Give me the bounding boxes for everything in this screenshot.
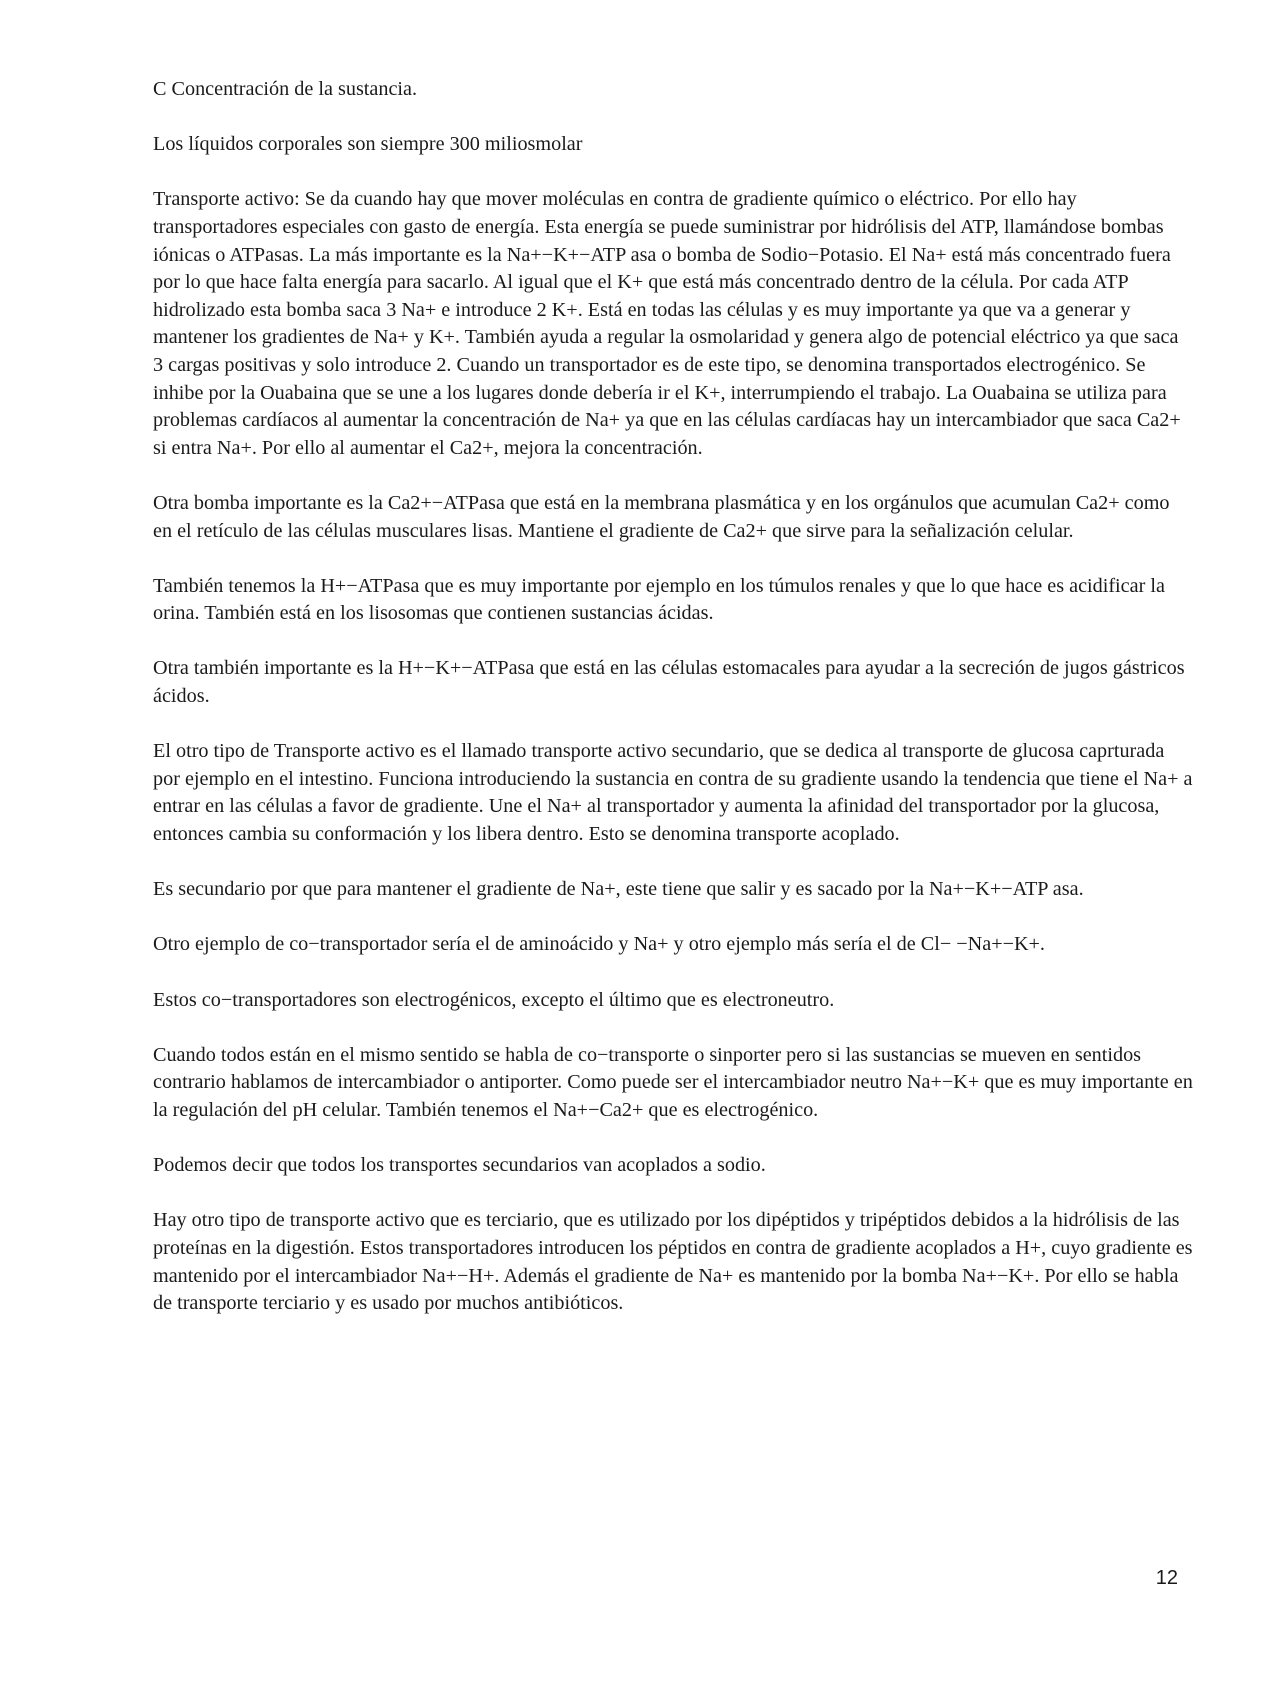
paragraph-secondary-active-transport: El otro tipo de Transporte activo es el llamado transporte activo secundario, que se dedica al transporte de glucosa caprturada por ejemplo en el intestino. Funciona introduciendo la sustancia en contra de su gradiente usando la tendencia que tiene el Na+ a entrar en las células a favor de gradiente. Une el Na+ al transportador y aumenta la afinidad del transportador por la glucosa, entonces cambia su conformación y los libera dentro. Esto se denomina transporte acoplado. — [153, 740, 1193, 846]
paragraph-concentration-heading: C Concentración de la sustancia. — [153, 78, 418, 100]
paragraph-electrogenic: Estos co−transportadores son electrogénicos, excepto el último que es electroneutro. — [153, 988, 835, 1011]
paragraph-secondary-reason: Es secundario por que para mantener el gradiente de Na+, este tiene que salir y es sacado por la Na+−K+−ATP asa. — [153, 878, 1084, 901]
page-number: 12 — [1155, 1567, 1178, 1589]
paragraph-tertiary-transport: Hay otro tipo de transporte activo que es terciario, que es utilizado por los dipéptidos y tripéptidos debidos a la hidrólisis de las proteínas en la digestión. Estos transportadores introducen los péptidos en contra de gradiente acoplados a H+, cuyo gradiente es mantenido por el intercambiador Na+−H+. Además el gradiente de Na+ es mantenido por la bomba Na+−K+. Por ello se habla de transporte terciario y es usado por muchos antibióticos. — [153, 1209, 1193, 1315]
paragraph-sodium-coupled: Podemos decir que todos los transportes secundarios van acoplados a sodio. — [153, 1154, 766, 1177]
paragraph-cotransporter-examples: Otro ejemplo de co−transportador sería el de aminoácido y Na+ y otro ejemplo más sería el de Cl− −Na+−K+. — [153, 933, 1045, 956]
paragraph-symport-antiport: Cuando todos están en el mismo sentido se habla de co−transporte o sinporter pero si las sustancias se mueven en sentidos contrario hablamos de intercambiador o antiporter. Como puede ser el intercambiador neutro Na+−K+ que es muy importante en la regulación del pH celular. También tenemos el Na+−Ca2+ que es electrogénico. — [153, 1043, 1193, 1121]
paragraph-body-fluids: Los líquidos corporales son siempre 300 miliosmolar — [153, 133, 583, 156]
paragraph-proton-atpase: También tenemos la H+−ATPasa que es muy importante por ejemplo en los túmulos renales y que lo que hace es acidificar la orina. También está en los lisosomas que contienen sustancias ácidas. — [153, 574, 1165, 625]
paragraph-active-transport: Transporte activo: Se da cuando hay que mover moléculas en contra de gradiente químico o eléctrico. Por ello hay transportadores especiales con gasto de energía. Esta energía se puede suministrar por hidrólisis del ATP, llamándose bombas iónicas o ATPasas. La más importante es la Na+−K+−ATP asa o bomba de Sodio−Potasio. El Na+ está más concentrado fuera por lo que hace falta energía para sacarlo. Al igual que el K+ que está más concentrado dentro de la célula. Por cada ATP hidrolizado esta bomba saca 3 Na+ e introduce 2 K+. Está en todas las células y es muy importante ya que va a generar y mantener los gradientes de Na+ y K+. También ayuda a regular la osmolaridad y genera algo de potencial eléctrico ya que saca 3 cargas positivas y solo introduce 2. Cuando un transportador es de este tipo, se denomina transportados electrogénico. Se inhibe por la Ouabaina que se une a los lugares donde debería ir el K+, interrumpiendo el trabajo. La Ouabaina se utiliza para problemas cardíacos al aumentar la concentración de Na+ ya que en las células cardíacas hay un intercambiador que saca Ca2+ si entra Na+. Por ello al aumentar el Ca2+, mejora la concentración. — [153, 188, 1181, 459]
paragraph-calcium-atpase: Otra bomba importante es la Ca2+−ATPasa que está en la membrana plasmática y en los orgánulos que acumulan Ca2+ como en el retículo de las células musculares lisas. Mantiene el gradiente de Ca2+ que sirve para la señalización celular. — [153, 491, 1170, 542]
document-body — [153, 76, 1193, 1345]
paragraph-proton-potassium-atpase: Otra también importante es la H+−K+−ATPasa que está en las células estomacales para ayudar a la secreción de jugos gástricos ácidos. — [153, 657, 1185, 708]
